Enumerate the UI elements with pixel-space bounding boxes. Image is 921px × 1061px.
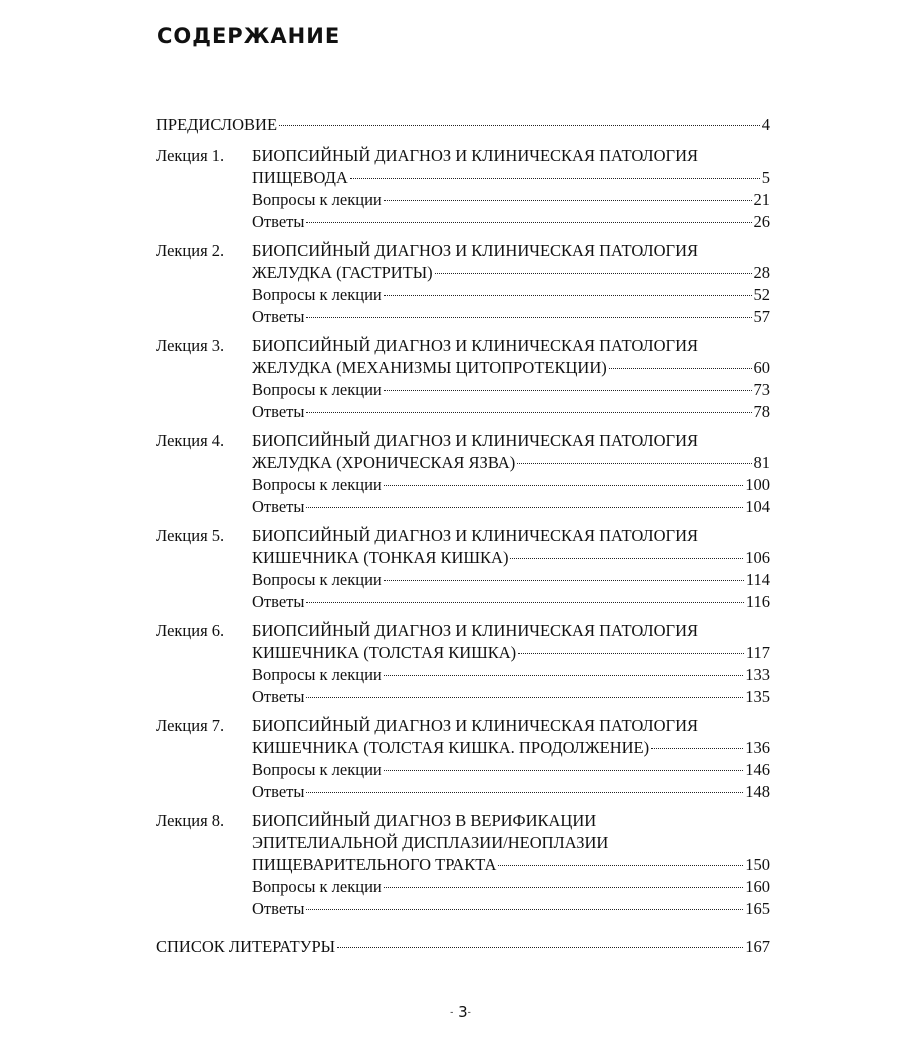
dot-leader xyxy=(337,947,743,948)
toc-lecture-title-row[interactable] xyxy=(156,525,770,547)
dot-leader xyxy=(306,222,751,223)
lecture-label: Лекция 7. xyxy=(156,716,225,735)
toc-lecture-title-row[interactable] xyxy=(156,620,770,642)
toc-sub-text: Вопросы к лекции xyxy=(252,285,382,304)
footer-dash: - xyxy=(467,1007,471,1018)
toc-answers-row[interactable] xyxy=(156,686,770,708)
toc-lecture-title-continuation[interactable] xyxy=(156,832,770,854)
toc-lecture-title-continuation[interactable] xyxy=(156,737,770,759)
dot-leader xyxy=(306,909,743,910)
toc-sub-text: Вопросы к лекции xyxy=(252,380,382,399)
dot-leader xyxy=(384,770,744,771)
toc-page-number: 133 xyxy=(745,665,770,684)
dot-leader xyxy=(384,887,744,888)
lecture-label: Лекция 8. xyxy=(156,811,225,830)
lecture-title-line: КИШЕЧНИКА (ТОНКАЯ КИШКА) xyxy=(252,548,509,567)
dot-leader xyxy=(609,368,752,369)
toc-lecture-title-continuation[interactable] xyxy=(156,547,770,569)
toc-page-number: 26 xyxy=(753,212,770,231)
dot-leader xyxy=(384,200,752,201)
lecture-title-line: КИШЕЧНИКА (ТОЛСТАЯ КИШКА) xyxy=(252,643,517,662)
toc-page-number: 114 xyxy=(745,570,770,589)
lecture-list xyxy=(156,145,770,920)
toc-page-number: 136 xyxy=(745,738,770,757)
toc-lecture-title-row[interactable] xyxy=(156,430,770,452)
dot-leader xyxy=(651,748,743,749)
toc-page-number: 148 xyxy=(745,782,770,801)
lecture-title-line: ЭПИТЕЛИАЛЬНОЙ ДИСПЛАЗИИ/НЕОПЛАЗИИ xyxy=(252,833,609,852)
dot-leader xyxy=(306,507,743,508)
toc-lecture-title-continuation[interactable] xyxy=(156,357,770,379)
toc-lecture-title-continuation[interactable] xyxy=(156,452,770,474)
page-title: СОДЕРЖАНИЕ xyxy=(157,24,341,48)
toc-lecture-title-row[interactable] xyxy=(156,145,770,167)
toc-sub-text: Вопросы к лекции xyxy=(252,665,382,684)
dot-leader xyxy=(279,125,760,126)
toc-page-number: 106 xyxy=(745,548,770,567)
dot-leader xyxy=(384,580,744,581)
page-footer xyxy=(0,1003,921,1021)
toc-entry-text: СПИСОК ЛИТЕРАТУРЫ xyxy=(156,937,336,956)
toc-sub-text: Вопросы к лекции xyxy=(252,760,382,779)
lecture-label: Лекция 6. xyxy=(156,621,225,640)
toc-lecture-title-row[interactable] xyxy=(156,240,770,262)
lecture-title-line: ПИЩЕВАРИТЕЛЬНОГО ТРАКТА xyxy=(252,855,497,874)
dot-leader xyxy=(510,558,743,559)
toc-lecture-title-row[interactable] xyxy=(156,335,770,357)
lecture-title-line: БИОПСИЙНЫЙ ДИАГНОЗ И КЛИНИЧЕСКАЯ ПАТОЛОГИЯ xyxy=(252,336,698,355)
toc-questions-row[interactable] xyxy=(156,664,770,686)
toc-lecture-entry xyxy=(156,145,770,233)
lecture-label: Лекция 3. xyxy=(156,336,225,355)
toc-page-number: 146 xyxy=(745,760,770,779)
toc-page-number: 21 xyxy=(753,190,770,209)
toc-lecture-entry xyxy=(156,620,770,708)
toc-lecture-title-continuation[interactable] xyxy=(156,854,770,876)
toc-entry-preface[interactable] xyxy=(156,114,770,136)
toc-page-number: 52 xyxy=(753,285,770,304)
toc-page-number: 167 xyxy=(745,937,770,956)
toc-answers-row[interactable] xyxy=(156,401,770,423)
toc-lecture-entry xyxy=(156,335,770,423)
dot-leader xyxy=(384,295,752,296)
lecture-label: Лекция 1. xyxy=(156,146,225,165)
toc-lecture-entry xyxy=(156,240,770,328)
toc-page-number: 160 xyxy=(745,877,770,896)
toc-page-number: 73 xyxy=(753,380,770,399)
toc-page-number: 78 xyxy=(753,402,770,421)
toc-questions-row[interactable] xyxy=(156,759,770,781)
toc-page-number: 104 xyxy=(745,497,770,516)
toc-lecture-entry xyxy=(156,430,770,518)
toc-lecture-entry xyxy=(156,715,770,803)
table-of-contents xyxy=(156,114,770,958)
toc-sub-text: Ответы xyxy=(252,307,305,326)
lecture-title-line: БИОПСИЙНЫЙ ДИАГНОЗ И КЛИНИЧЕСКАЯ ПАТОЛОГИЯ xyxy=(252,146,698,165)
lecture-title-line: БИОПСИЙНЫЙ ДИАГНОЗ И КЛИНИЧЕСКАЯ ПАТОЛОГИЯ xyxy=(252,526,698,545)
dot-leader xyxy=(384,675,744,676)
toc-sub-text: Ответы xyxy=(252,212,305,231)
lecture-title-line: БИОПСИЙНЫЙ ДИАГНОЗ И КЛИНИЧЕСКАЯ ПАТОЛОГИЯ xyxy=(252,716,698,735)
toc-answers-row[interactable] xyxy=(156,898,770,920)
toc-lecture-title-continuation[interactable] xyxy=(156,642,770,664)
toc-sub-text: Ответы xyxy=(252,402,305,421)
toc-answers-row[interactable] xyxy=(156,781,770,803)
lecture-label: Лекция 4. xyxy=(156,431,225,450)
dot-leader xyxy=(306,792,743,793)
toc-page-number: 4 xyxy=(761,115,770,134)
page-number: 3 xyxy=(458,1003,468,1021)
toc-sub-text: Ответы xyxy=(252,592,305,611)
dot-leader xyxy=(498,865,743,866)
toc-page-number: 60 xyxy=(753,358,770,377)
toc-questions-row[interactable] xyxy=(156,876,770,898)
lecture-label: Лекция 2. xyxy=(156,241,225,260)
toc-sub-text: Ответы xyxy=(252,687,305,706)
toc-sub-text: Ответы xyxy=(252,899,305,918)
toc-sub-text: Вопросы к лекции xyxy=(252,570,382,589)
lecture-title-line: БИОПСИЙНЫЙ ДИАГНОЗ И КЛИНИЧЕСКАЯ ПАТОЛОГИЯ xyxy=(252,621,698,640)
lecture-title-line: ЖЕЛУДКА (ГАСТРИТЫ) xyxy=(252,263,433,282)
toc-lecture-entry xyxy=(156,525,770,613)
toc-lecture-title-row[interactable] xyxy=(156,715,770,737)
toc-lecture-entry xyxy=(156,810,770,920)
toc-lecture-title-continuation[interactable] xyxy=(156,167,770,189)
dot-leader xyxy=(435,273,752,274)
toc-questions-row[interactable] xyxy=(156,474,770,496)
lecture-label: Лекция 5. xyxy=(156,526,225,545)
toc-page-number: 81 xyxy=(753,453,770,472)
toc-questions-row[interactable] xyxy=(156,284,770,306)
dot-leader xyxy=(350,178,760,179)
dot-leader xyxy=(306,697,743,698)
toc-entry-text: ПРЕДИСЛОВИЕ xyxy=(156,115,278,134)
toc-page-number: 5 xyxy=(761,168,770,187)
toc-page-number: 165 xyxy=(745,899,770,918)
toc-questions-row[interactable] xyxy=(156,379,770,401)
toc-sub-text: Вопросы к лекции xyxy=(252,190,382,209)
toc-questions-row[interactable] xyxy=(156,189,770,211)
dot-leader xyxy=(518,653,744,654)
toc-page-number: 117 xyxy=(745,643,770,662)
dot-leader xyxy=(306,317,751,318)
lecture-title-line: БИОПСИЙНЫЙ ДИАГНОЗ В ВЕРИФИКАЦИИ xyxy=(252,811,597,830)
dot-leader xyxy=(306,412,751,413)
toc-page-number: 135 xyxy=(745,687,770,706)
dot-leader xyxy=(384,390,752,391)
toc-sub-text: Вопросы к лекции xyxy=(252,877,382,896)
toc-page-number: 28 xyxy=(753,263,770,282)
toc-page-number: 116 xyxy=(745,592,770,611)
toc-lecture-title-row[interactable] xyxy=(156,810,770,832)
dot-leader xyxy=(517,463,751,464)
footer-dash: - xyxy=(450,1007,454,1018)
toc-sub-text: Ответы xyxy=(252,497,305,516)
lecture-title-line: ЖЕЛУДКА (ХРОНИЧЕСКАЯ ЯЗВА) xyxy=(252,453,516,472)
toc-entry-references[interactable] xyxy=(156,936,770,958)
toc-answers-row[interactable] xyxy=(156,496,770,518)
toc-page-number: 100 xyxy=(745,475,770,494)
toc-page-number: 150 xyxy=(745,855,770,874)
toc-lecture-title-continuation[interactable] xyxy=(156,262,770,284)
toc-answers-row[interactable] xyxy=(156,306,770,328)
dot-leader xyxy=(306,602,743,603)
lecture-title-line: БИОПСИЙНЫЙ ДИАГНОЗ И КЛИНИЧЕСКАЯ ПАТОЛОГИЯ xyxy=(252,431,698,450)
toc-questions-row[interactable] xyxy=(156,569,770,591)
lecture-title-line: КИШЕЧНИКА (ТОЛСТАЯ КИШКА. ПРОДОЛЖЕНИЕ) xyxy=(252,738,650,757)
dot-leader xyxy=(384,485,744,486)
toc-sub-text: Вопросы к лекции xyxy=(252,475,382,494)
toc-page-number: 57 xyxy=(753,307,770,326)
lecture-title-line: ПИЩЕВОДА xyxy=(252,168,348,187)
lecture-title-line: БИОПСИЙНЫЙ ДИАГНОЗ И КЛИНИЧЕСКАЯ ПАТОЛОГИЯ xyxy=(252,241,698,260)
toc-answers-row[interactable] xyxy=(156,211,770,233)
lecture-title-line: ЖЕЛУДКА (МЕХАНИЗМЫ ЦИТОПРОТЕКЦИИ) xyxy=(252,358,607,377)
toc-sub-text: Ответы xyxy=(252,782,305,801)
toc-answers-row[interactable] xyxy=(156,591,770,613)
